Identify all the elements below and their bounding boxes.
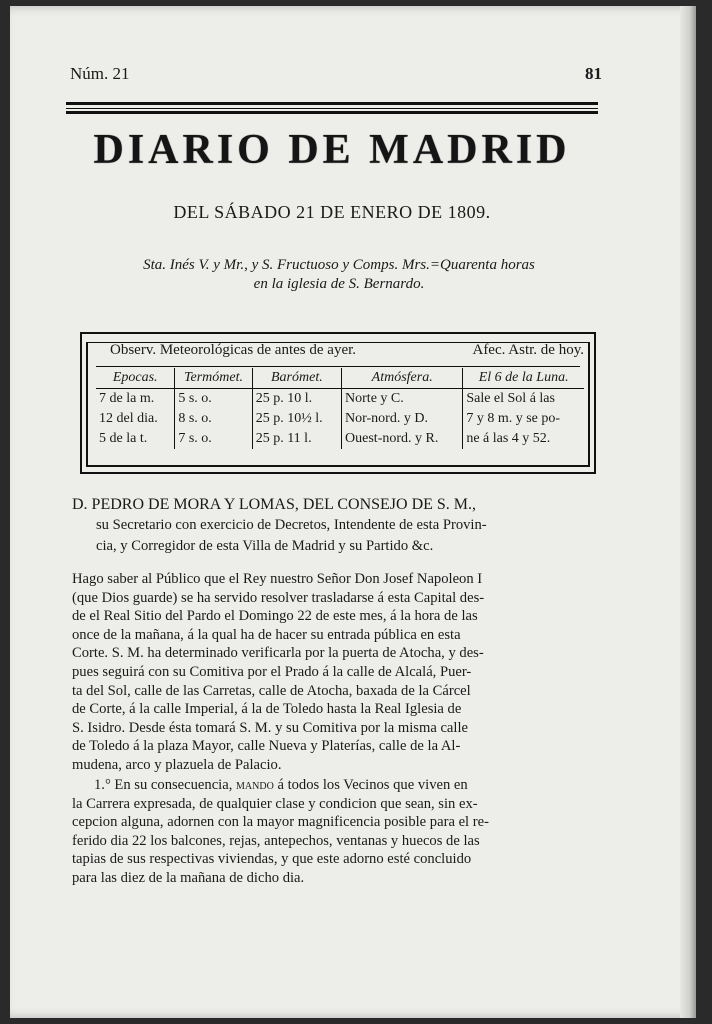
table-row	[96, 409, 584, 429]
text-line: pues seguirá con su Comitiva por el Prado á la calle de Alcalá, Puer-	[72, 663, 472, 680]
cell-barometro: 25 p. 11 l.	[252, 429, 341, 449]
page-edge-shadow	[680, 6, 696, 1018]
text-line: mudena, arco y plazuela de Palacio.	[72, 756, 282, 773]
weather-title-right: Afec. Astr. de hoy.	[472, 342, 584, 358]
dateline: DEL SÁBADO 21 DE ENERO DE 1809.	[173, 202, 491, 222]
saints-of-day	[94, 256, 584, 294]
col-termometro: Termómet.	[175, 368, 252, 389]
text-line: Hago saber al Público que el Rey nuestro Señor Don Josef Napoleon I	[72, 571, 483, 587]
header-rule-top	[66, 102, 598, 105]
cell-atmosfera: Nor-nord. y D.	[342, 409, 463, 429]
decree-title-line-2: su Secretario con exercicio de Decretos, Intendente de esta Provin-	[96, 517, 487, 533]
page-number: 81	[585, 64, 602, 83]
text-line: de el Real Sitio del Pardo el Domingo 22 de este mes, á la hora de las	[72, 608, 478, 625]
col-epocas: Epocas.	[96, 368, 175, 389]
table-row	[96, 389, 584, 410]
decree-paragraph-1	[72, 570, 598, 775]
para2-lead: 1.° En su consecuencia,	[94, 777, 233, 793]
text-line: S. Isidro. Desde ésta tomará S. M. y su Comitiva por la misma calle	[72, 719, 468, 736]
para2-mando: mando	[236, 777, 274, 793]
weather-table-header	[96, 368, 584, 389]
cell-luna: ne á las 4 y 52.	[463, 429, 584, 449]
newspaper-page	[10, 6, 696, 1018]
cell-barometro: 25 p. 10 l.	[252, 389, 341, 410]
text-line: cepcion alguna, adornen con la mayor magnificencia posible para el re-	[72, 814, 489, 831]
masthead-title: DIARIO DE MADRID	[93, 127, 571, 173]
decree-title-line-1: D. PEDRO DE MORA Y LOMAS, DEL CONSEJO DE S. M.,	[72, 496, 477, 513]
cell-atmosfera: Norte y C.	[342, 389, 463, 410]
cell-termometro: 8 s. o.	[175, 409, 252, 429]
text-line: tapias de sus respectivas viviendas, y que este adorno esté concluido	[72, 851, 472, 868]
cell-epoca: 7 de la m.	[99, 391, 155, 406]
text-line: de Toledo á la plaza Mayor, calle Nueva y Platerías, calle de la Al-	[72, 738, 461, 755]
saints-line-2: en la iglesia de S. Bernardo.	[253, 276, 425, 292]
col-atmosfera: Atmósfera.	[342, 368, 463, 389]
col-barometro: Barómet.	[252, 368, 341, 389]
cell-luna: 7 y 8 m. y se po-	[463, 409, 584, 429]
table-row	[96, 429, 584, 449]
cell-termometro: 7 s. o.	[175, 429, 252, 449]
text-line: para las diez de la mañana de dicho dia.	[72, 869, 305, 886]
text-line: Corte. S. M. ha determinado verificarla por la puerta de Atocha, y des-	[72, 645, 484, 662]
weather-divider	[96, 366, 580, 367]
text-line: ta del Sol, calle de las Carretas, calle de Atocha, baxada de la Cárcel	[72, 682, 471, 699]
header-rule-thin	[66, 108, 598, 109]
text-line	[72, 776, 598, 795]
issue-number: Núm. 21	[70, 64, 130, 83]
text-line: once de la mañana, á la qual ha de hacer su entrada pública en esta	[72, 626, 461, 643]
weather-observations-box	[80, 332, 596, 474]
cell-epoca: 12 del dia.	[99, 411, 158, 426]
decree-heading	[72, 494, 600, 557]
text-line: de Corte, á la calle Imperial, á la de Toledo hasta la Real Iglesia de	[72, 701, 462, 718]
weather-heading	[100, 342, 584, 362]
cell-luna: Sale el Sol á las	[463, 389, 584, 410]
decree-paragraph-2	[72, 776, 598, 888]
text-line: (que Dios guarde) se ha servido resolver trasladarse á esta Capital des-	[72, 589, 485, 606]
weather-table	[96, 368, 584, 449]
weather-title-left: Observ. Meteorológicas de antes de ayer.	[110, 342, 357, 358]
text-line: ferido dia 22 los balcones, rejas, antepechos, ventanas y huecos de las	[72, 832, 480, 849]
saints-line-1: Sta. Inés V. y Mr., y S. Fructuoso y Comps. Mrs.=Quarenta horas	[143, 257, 535, 273]
text-line: la Carrera expresada, de qualquier clase y condicion que sean, sin ex-	[72, 795, 478, 812]
col-luna: El 6 de la Luna.	[463, 368, 584, 389]
para2-rest: á todos los Vecinos que viven en	[277, 777, 468, 793]
header-rule-bottom	[66, 111, 598, 114]
cell-termometro: 5 s. o.	[175, 389, 252, 410]
cell-atmosfera: Ouest-nord. y R.	[342, 429, 463, 449]
cell-barometro: 25 p. 10½ l.	[252, 409, 341, 429]
cell-epoca: 5 de la t.	[99, 431, 148, 446]
page-header	[66, 62, 602, 86]
decree-title-line-3: cia, y Corregidor de esta Villa de Madrid y su Partido &c.	[96, 538, 434, 554]
